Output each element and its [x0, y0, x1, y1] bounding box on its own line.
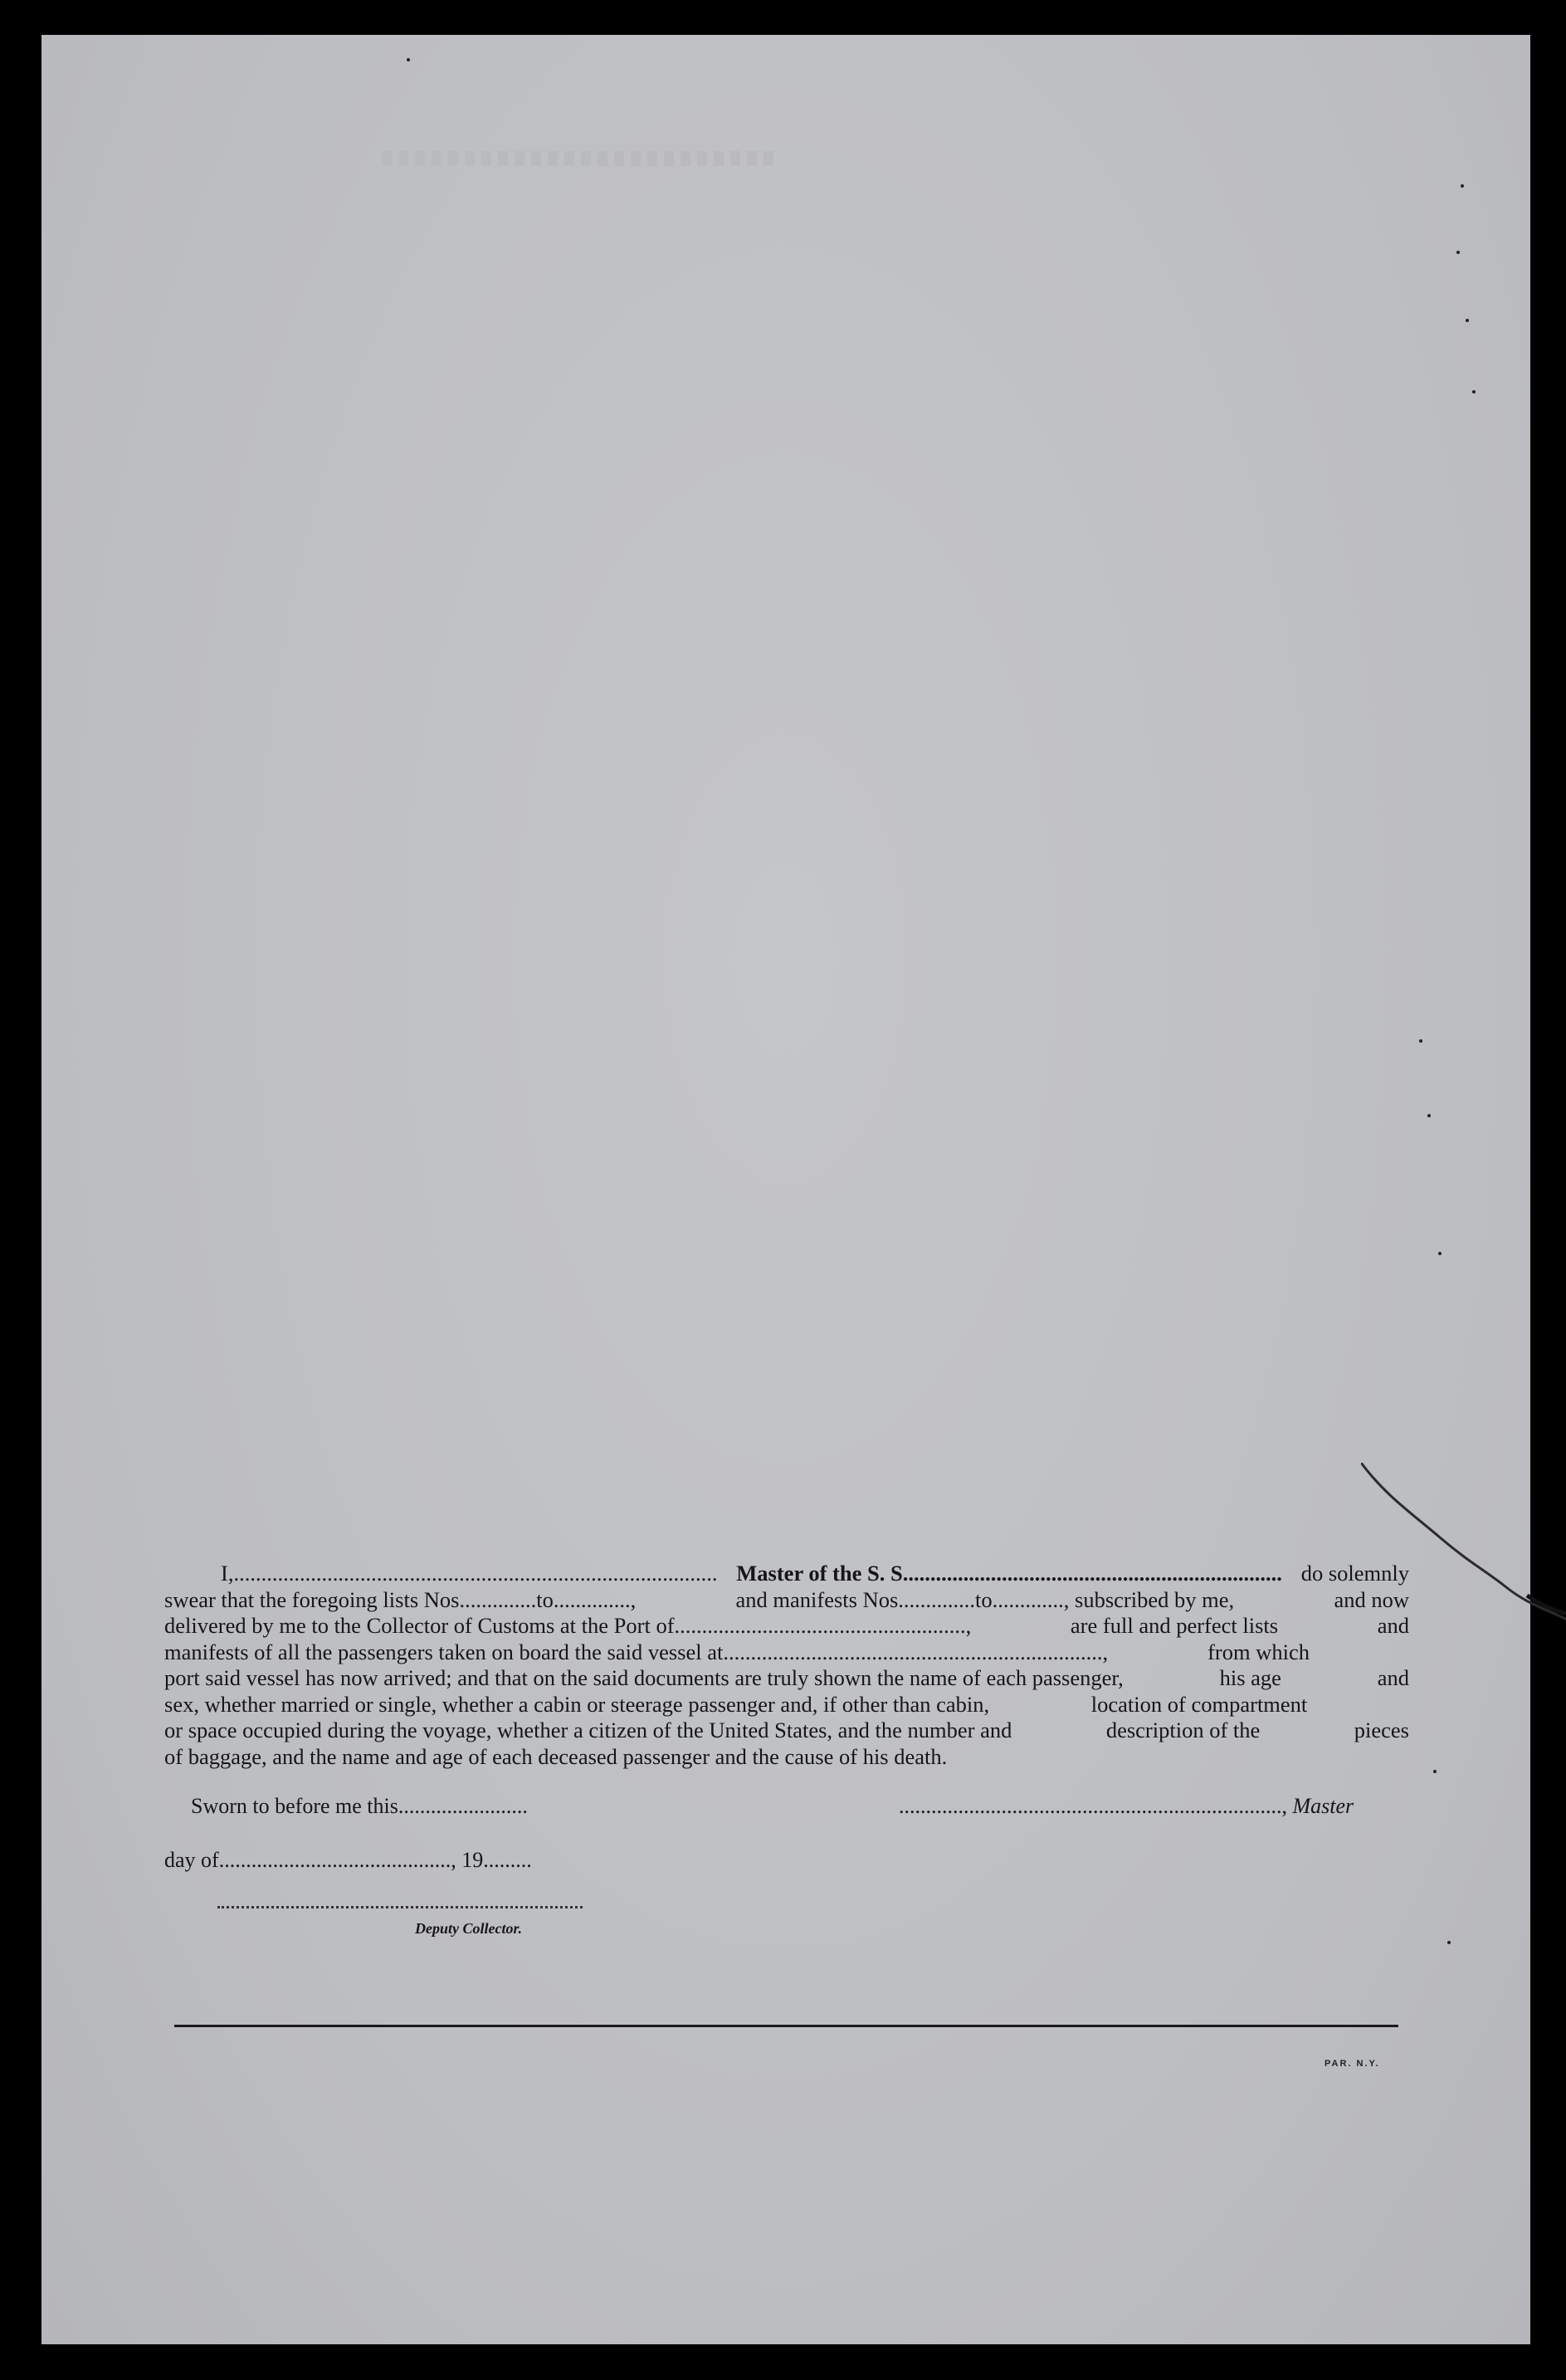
master-dots: ......................................................................., — [899, 1794, 1287, 1818]
day-of-line: day of..........................................., 19......... — [164, 1848, 532, 1872]
bleed-through-marks — [141, 110, 165, 198]
oath-text: port said vessel has now arrived; and that on the said documents are truly shown the name of each passenger, — [164, 1665, 1124, 1690]
master-label: Master — [1292, 1794, 1354, 1818]
speck — [407, 58, 410, 61]
oath-text: do solemnly — [1300, 1561, 1409, 1586]
oath-paragraph — [164, 1561, 1409, 1770]
oath-text: description of the — [1105, 1718, 1261, 1742]
oath-text: delivered by me to the Collector of Customs at the Port of....................................................., — [164, 1613, 972, 1638]
speck — [1419, 1039, 1422, 1043]
oath-text: and — [1377, 1665, 1409, 1690]
oath-line — [164, 1665, 1409, 1692]
master-signature-line — [899, 1794, 1354, 1819]
oath-line — [164, 1744, 1409, 1771]
horizontal-rule — [174, 2025, 1398, 2027]
oath-line — [164, 1613, 1409, 1640]
oath-text: and now — [1334, 1586, 1409, 1612]
speck — [1447, 1941, 1451, 1944]
oath-text: or space occupied during the voyage, whether a citizen of the United States, and the number and — [164, 1718, 1012, 1742]
speck — [1461, 184, 1464, 188]
bleed-through-line — [382, 151, 780, 166]
oath-text: pieces — [1354, 1718, 1409, 1742]
oath-text: sex, whether married or single, whether a cabin or steerage passenger and, if other than cabin, — [164, 1691, 990, 1717]
oath-text: swear that the foregoing lists Nos..............to.............., — [164, 1586, 637, 1612]
oath-text: Master of the S. S..................................................................... — [736, 1561, 1282, 1586]
oath-text: his age — [1219, 1665, 1281, 1690]
oath-line — [164, 1718, 1409, 1744]
oath-line — [164, 1561, 1409, 1587]
deputy-collector-label: Deputy Collector. — [415, 1920, 522, 1937]
manifest-sheet — [41, 35, 1530, 2344]
oath-text: and manifests Nos..............to............., subscribed by me, — [735, 1586, 1235, 1612]
printer-mark: PAR. N.Y. — [1325, 2059, 1380, 2069]
sworn-line: Sworn to before me this........................ — [191, 1794, 528, 1818]
oath-text: and — [1377, 1613, 1409, 1638]
oath-text: are full and perfect lists — [1070, 1613, 1279, 1638]
oath-text: from which — [1207, 1639, 1310, 1664]
oath-text: of baggage, and the name and age of each deceased passenger and the cause of his death. — [164, 1743, 948, 1769]
oath-text: location of compartment — [1090, 1691, 1308, 1717]
speck — [1427, 1114, 1431, 1117]
oath-text: manifests of all the passengers taken on board the said vessel at....................................................................., — [164, 1639, 1109, 1664]
oath-line — [164, 1692, 1409, 1718]
oath-line — [164, 1587, 1409, 1614]
speck — [1433, 1770, 1437, 1773]
speck — [1466, 319, 1469, 322]
oath-line — [164, 1640, 1409, 1666]
speck — [1438, 1252, 1442, 1255]
speck — [1456, 251, 1460, 254]
speck — [1472, 390, 1476, 393]
deputy-signature-line — [217, 1906, 583, 1908]
oath-text: I,........................................................................................ — [221, 1561, 718, 1586]
